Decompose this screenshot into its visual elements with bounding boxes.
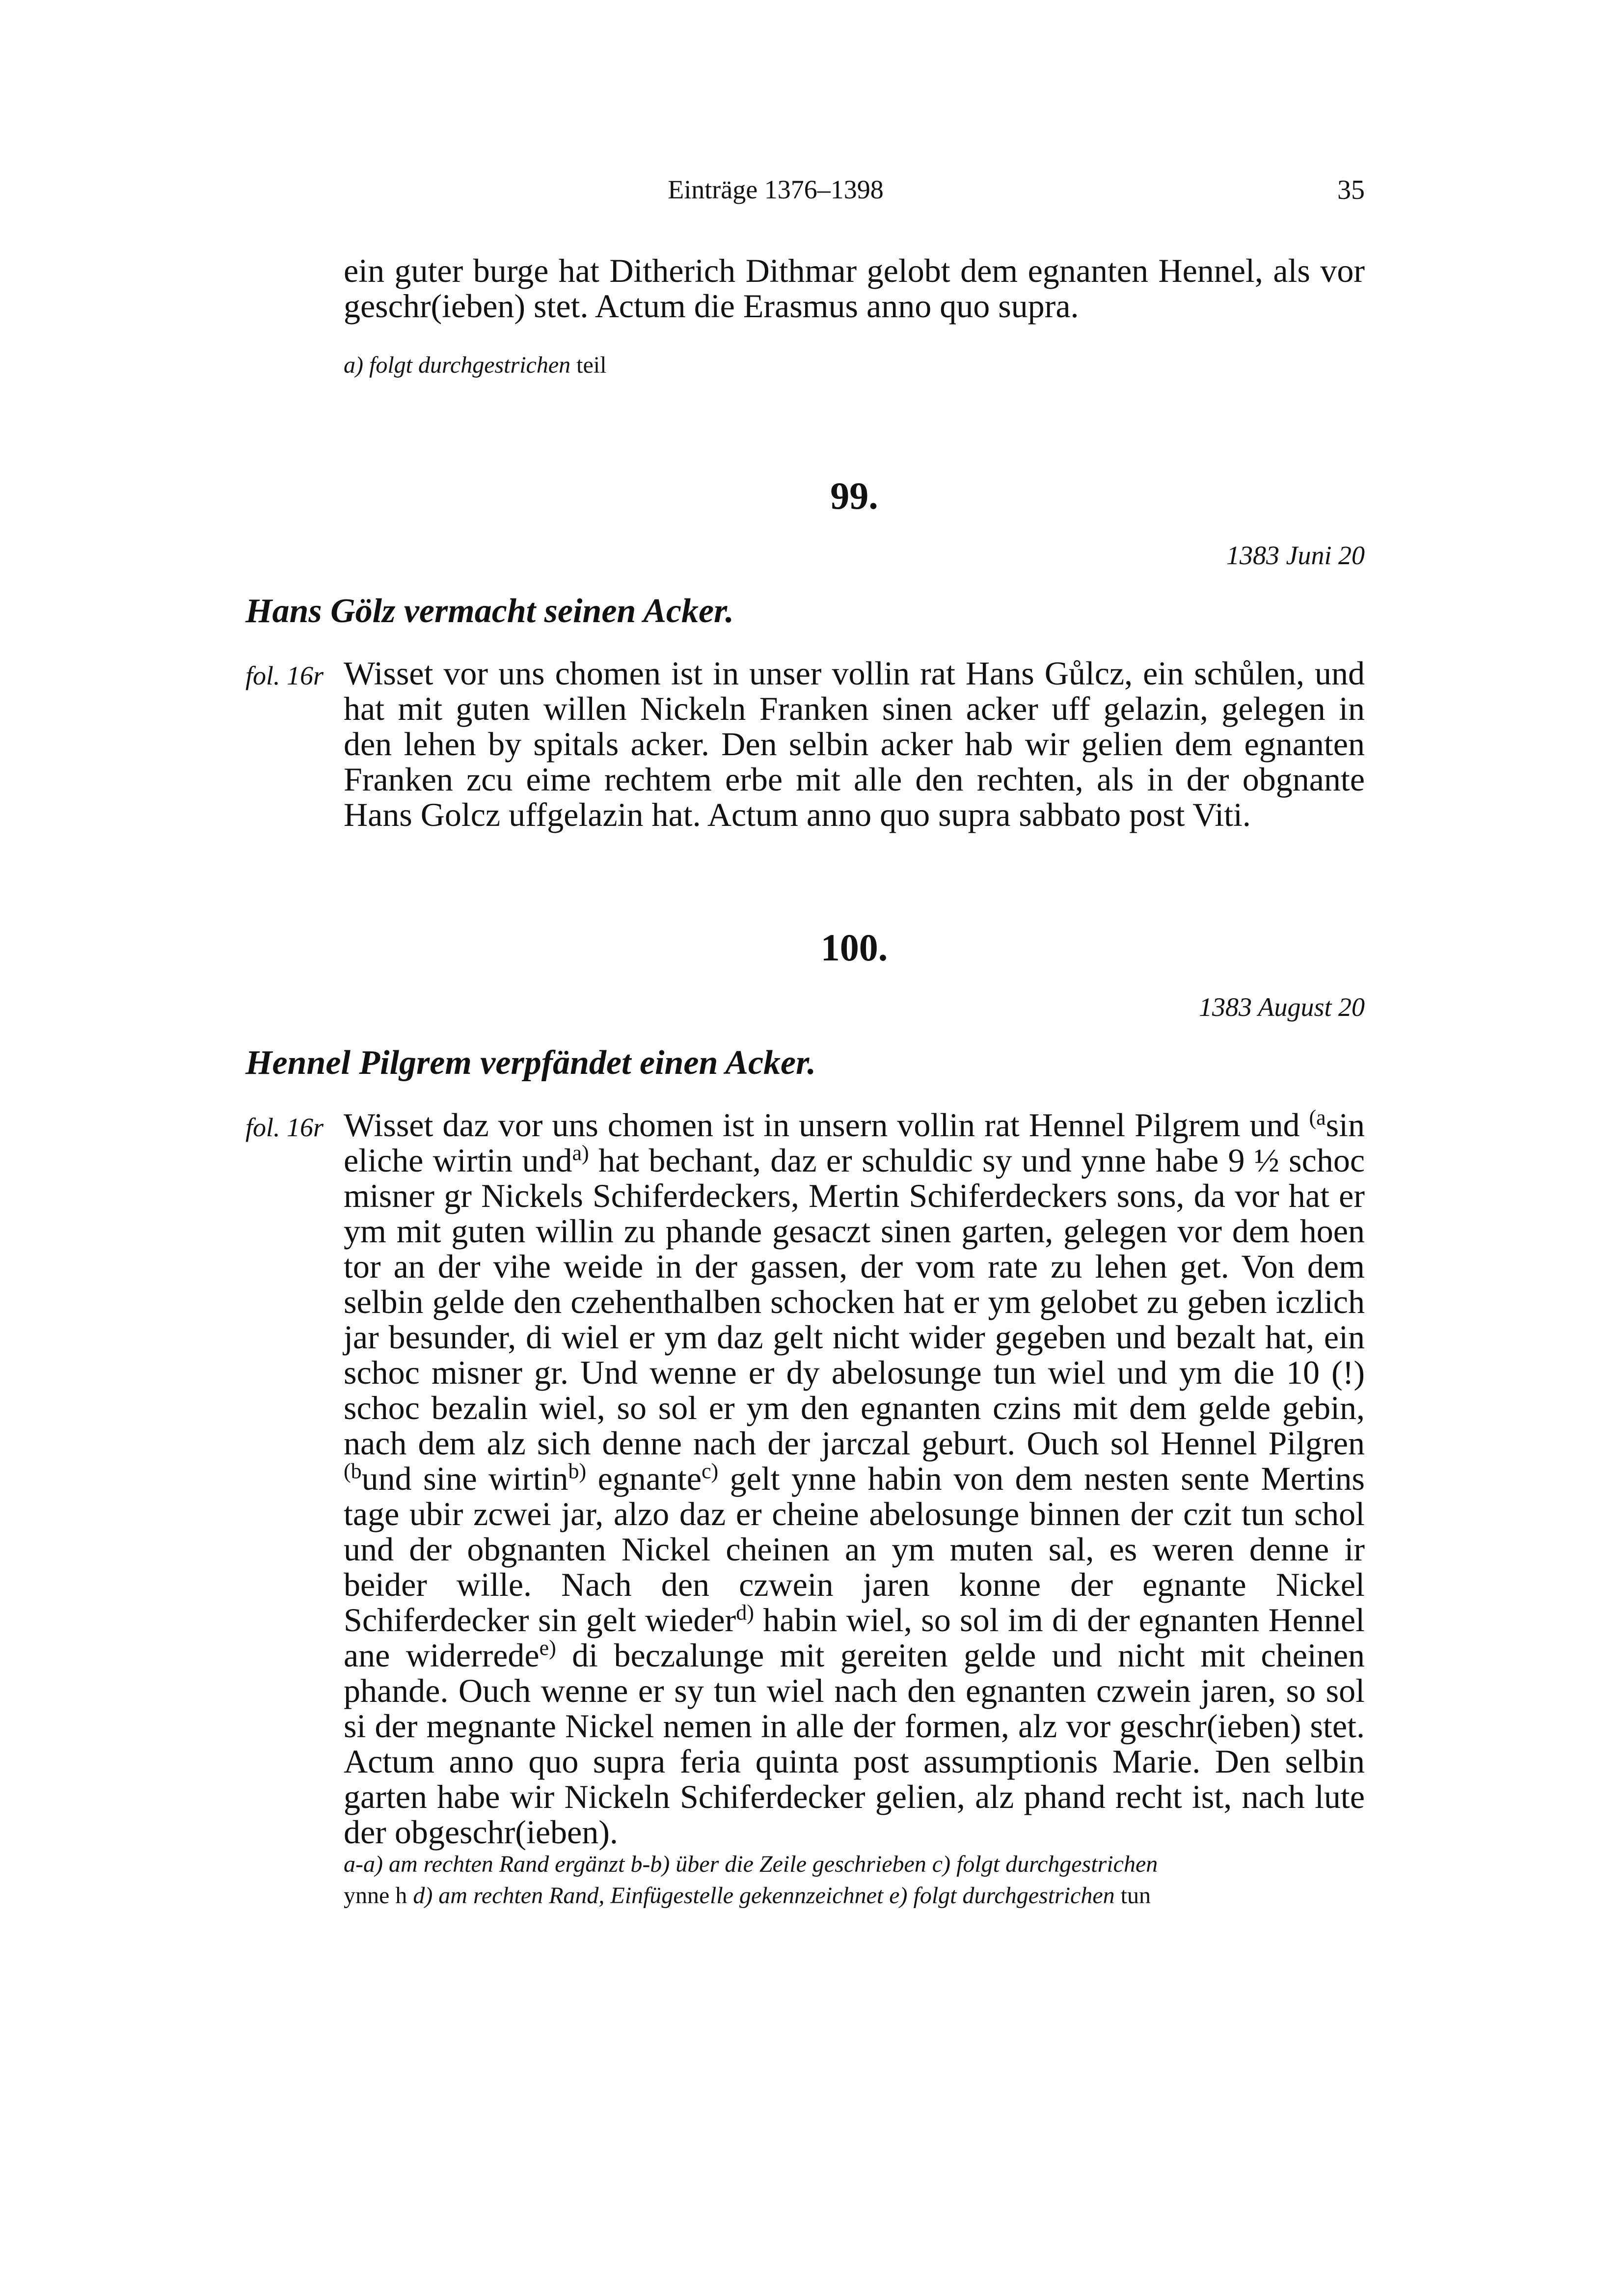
footnote-marker: c): [702, 1459, 719, 1483]
running-header-title: Einträge 1376–1398: [668, 175, 884, 204]
entry-99-number: 99.: [830, 474, 878, 517]
footnote-marker: b): [568, 1459, 587, 1483]
entry-99-heading: Hans Gölz vermacht seinen Acker.: [245, 592, 734, 630]
text-run: habin wiel, so sol im di der egnanten Hennel ane widerrede: [344, 1601, 1365, 1674]
entry-100-folio: fol. 16r: [245, 1113, 324, 1142]
text-run: gelt ynne habin von dem nesten sente Mertins tage ubir zcwei jar, alzo daz er cheine abelosunge binnen der czit tun schol und der obgnanten Nickel cheinen an ym muten sal, es weren denne ir beider wille. Nach den czwein jaren konne der egnante Nickel Schiferdecker sin gelt wieder: [344, 1460, 1365, 1639]
footnote-plain: ynne h: [344, 1883, 407, 1909]
entry-99-date: 1383 Juni 20: [1226, 541, 1365, 570]
continuation-footnote-italic: a) folgt durchgestrichen: [344, 352, 571, 378]
footnote-marker: (b: [344, 1459, 362, 1483]
entry-99-text: [344, 656, 1365, 832]
page-number: 35: [1337, 175, 1365, 205]
text-run: hat bechant, daz er schuldic sy und ynne habe 9 ½ schoc misner gr Nickels Schiferdeckers, Mertin Schiferdeckers sons, da vor hat er ym mit guten willin zu phande gesaczt sinen garten, gelegen vor dem hoen tor an der vihe weide in der gassen, der vom rate zu lehen get. Von dem selbin gelde den czehenthalben schocken hat er ym gelobet zu geben iczlich jar besunder, di wiel er ym daz gelt nicht wider gegeben und bezalt hat, ein schoc misner gr. Und wenne er dy abelosunge tun wiel und ym die 10 (!) schoc bezalin wiel, so sol er ym den egnanten czins mit dem gelde gebin, nach dem alz sich denne nach der jarczal geburt. Ouch sol Hennel Pilgren: [344, 1142, 1365, 1462]
continuation-paragraph: ein guter burge hat Ditherich Dithmar gelobt dem egnanten Hennel, als vor geschr(ieben) stet. Actum die Erasmus anno quo supra.: [344, 252, 1365, 325]
text-run: sin eliche wirtin und: [344, 1106, 1365, 1179]
text-run: di beczalunge mit gereiten gelde und nicht mit cheinen phande. Ouch wenne er sy tun wiel nach den egnanten czwein jaren, so sol si der megnante Nickel nemen in alle der formen, alz vor geschr(ieben) stet. Actum anno quo supra feria quinta post assumptionis Marie. Den selbin garten habe wir Nickeln Schiferdecker gelien, alz phand recht ist, nach lute der obgeschr(ieben).: [344, 1637, 1365, 1851]
text-run: Wisset daz vor uns chomen ist in unsern vollin rat Hennel Pilgrem und: [344, 1106, 1309, 1144]
continuation-text: [344, 253, 1365, 324]
entry-100-heading: Hennel Pilgrem verpfändet einen Acker.: [245, 1044, 816, 1082]
footnote-italic: d) am rechten Rand, Einfügestelle gekennzeichnet e) folgt durchgestrichen: [407, 1883, 1115, 1909]
footnote-marker: e): [539, 1636, 556, 1660]
entry-100-text: [344, 1107, 1365, 1850]
footnote-marker: d): [736, 1600, 754, 1625]
text-run: und sine wirtin: [361, 1460, 568, 1497]
entry-99-paragraph: Wisset vor uns chomen ist in unser vollin rat Hans Gůlcz, ein schůlen, und hat mit guten willen Nickeln Franken sinen acker uff gelazin, gelegen in den lehen by spitals acker. Den selbin acker hab wir gelien dem egnanten Franken zcu eime rechtem erbe mit alle den rechten, als in der obgnante Hans Golcz uffgelazin hat. Actum anno quo supra sabbato post Viti.: [344, 655, 1365, 833]
continuation-footnote-plain: teil: [570, 352, 607, 378]
footnote-marker: a): [572, 1141, 589, 1165]
entry-100-paragraph: [344, 1107, 1365, 1850]
entry-100-number: 100.: [820, 926, 888, 969]
footnote-italic: a-a) am rechten Rand ergänzt b-b) über die Zeile geschrieben c) folgt durchgestrichen: [344, 1851, 1158, 1877]
entry-99-folio: fol. 16r: [245, 661, 324, 690]
text-run: egnante: [586, 1460, 702, 1497]
footnote-plain: tun: [1114, 1883, 1151, 1909]
footnote-marker: (a: [1309, 1105, 1326, 1130]
entry-100-date: 1383 August 20: [1198, 992, 1365, 1022]
entry-100-footnotes: [344, 1849, 1365, 1912]
continuation-footnote: [344, 350, 1365, 381]
